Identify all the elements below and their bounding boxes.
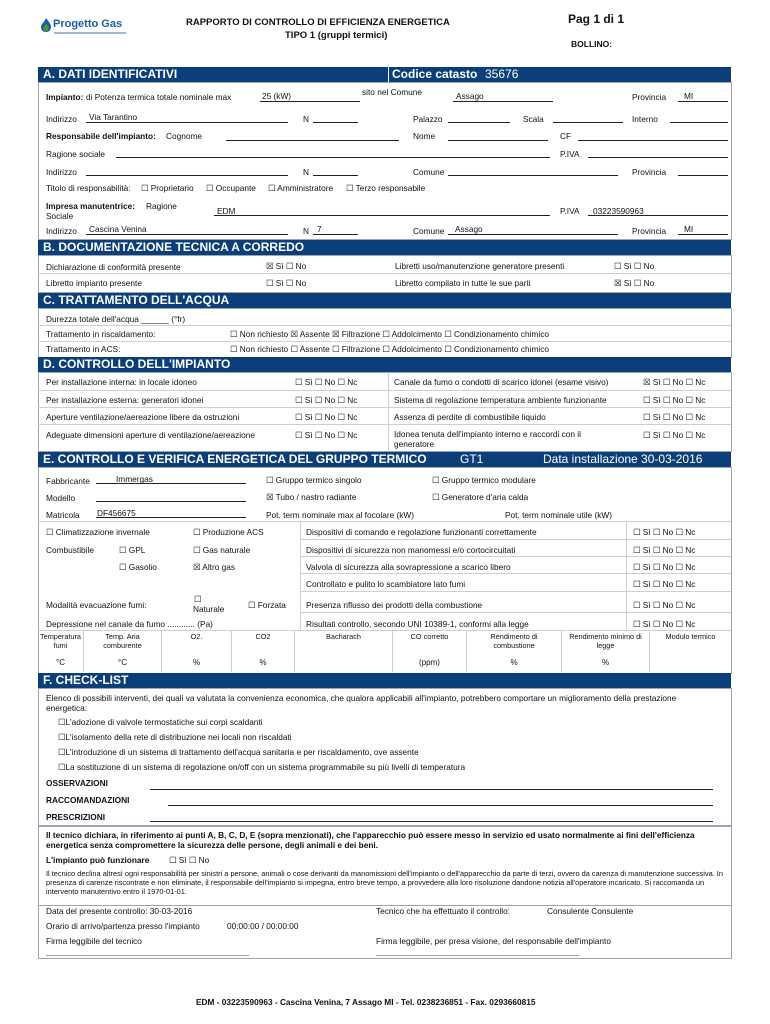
check-riflusso-opts[interactable]: ☐ Sì ☐ No ☐ Nc: [633, 600, 696, 610]
funzionare-opts[interactable]: ☐ Sì ☐ No: [169, 855, 210, 865]
catasto-value: 35676: [485, 67, 519, 81]
check-comando-label: Dispositivi di comando e regolazione funzionanti correttamente: [306, 527, 537, 537]
d-row1-right-opts[interactable]: ☒ Sì ☐ No ☐ Nc: [643, 377, 706, 387]
report-title: RAPPORTO DI CONTROLLO DI EFFICIENZA ENERGETICA: [186, 17, 450, 28]
indirizzo-value[interactable]: Via Tarantino: [89, 112, 138, 122]
footer-text: EDM - 03223590963 - Cascina Venina, 7 Assago MI - Tel. 0238236851 - Fax. 0293660815: [196, 997, 536, 1007]
d-row1-opts[interactable]: ☐ Sì ☐ No ☐ Nc: [295, 377, 358, 387]
n-label: N: [303, 114, 309, 124]
firma-tecnico-label: Firma leggibile del tecnico: [46, 936, 142, 946]
checklist-item-regolazione[interactable]: ☐La sostituzione di un sistema di regolazione on/off con un sistema programmabile su più livelli di temperatura: [58, 762, 466, 772]
gruppo-singolo[interactable]: ☐ Gruppo termico singolo: [266, 475, 362, 485]
d-row3-opts[interactable]: ☐ Sì ☐ No ☐ Nc: [295, 412, 358, 422]
durezza-label: Durezza totale dell'acqua ______ (°fr): [46, 314, 186, 324]
table-unit-cell[interactable]: (ppm): [419, 658, 440, 667]
gruppo-modulare[interactable]: ☐ Gruppo termico modulare: [432, 475, 536, 485]
comune2-label: Comune: [413, 167, 445, 177]
impianto-text: di Potenza termica totale nominale max: [86, 92, 232, 102]
table-header-cell: Rendimento minimo di legge: [569, 632, 642, 650]
section-e-header: [38, 452, 731, 467]
table-header-cell: O2.: [190, 632, 203, 641]
d-row4-right: Idonea tenuta dell'impianto interno e raccordi con il generatore: [394, 429, 581, 449]
produzione-acs[interactable]: ☐ Produzione ACS: [193, 527, 264, 537]
impresa-sociale-label: Sociale: [46, 211, 74, 221]
checklist-item-valvole[interactable]: ☐L'adozione di valvole termostatiche sui corpi scaldanti: [58, 717, 263, 727]
b-r1-right: Libretti uso/manutenzione generatore presenti: [395, 261, 565, 271]
evacuazione-label: Modalità evacuazione fumi:: [46, 600, 147, 610]
check-scambiatore-opts[interactable]: ☐ Sì ☐ No ☐ Nc: [633, 579, 696, 589]
section-f-header: [38, 673, 731, 688]
catasto-label: Codice catasto: [392, 67, 478, 81]
indirizzo3-value[interactable]: Cascina Venina: [89, 224, 147, 234]
scala-label: Scala: [523, 114, 544, 124]
d-row4-label: Adeguate dimensioni aperture di ventilazione/aereazione: [46, 430, 255, 440]
funzionare-label: L'impianto può funzionare: [46, 855, 150, 865]
check-sicurezza-label: Dispositivi di sicurezza non manomessi e/o cortocircuitati: [306, 545, 516, 555]
indirizzo3-label: Indirizzo: [46, 226, 77, 236]
pot-utile: Pot. term nominale utile (kW): [505, 510, 612, 520]
b-r1-right-opts[interactable]: ☐ Sì ☐ No: [614, 261, 655, 271]
naturale-label: Naturale: [193, 604, 225, 614]
table-unit-cell[interactable]: °C: [118, 658, 127, 667]
table-header-cell: Rendimento di combustione: [490, 632, 538, 650]
table-column: [231, 630, 294, 672]
section-a-frame: [38, 82, 732, 240]
section-b-header: [38, 240, 731, 255]
d-row3-label: Aperture ventilazione/aereazione libere da ostruzioni: [46, 412, 240, 422]
table-unit-cell[interactable]: %: [510, 658, 518, 667]
generatore-aria[interactable]: ☐ Generatore d'aria calda: [432, 492, 529, 502]
check-sicurezza-opts[interactable]: ☐ Sì ☐ No ☐ Nc: [633, 545, 696, 555]
interno-label: Interno: [632, 114, 658, 124]
cognome-label: Cognome: [166, 131, 202, 141]
n2-label: N: [303, 167, 309, 177]
gas-naturale[interactable]: ☐ Gas naturale: [193, 545, 251, 555]
check-scambiatore-label: Controllato e pulito lo scambiatore lato fumi: [306, 579, 466, 589]
section-e-data-installazione: Data installazione 30-03-2016: [543, 452, 703, 466]
indirizzo-label: Indirizzo: [46, 114, 77, 124]
indirizzo2-label: Indirizzo: [46, 167, 77, 177]
naturale-checkbox[interactable]: ☐: [194, 594, 202, 604]
orario-label: Orario di arrivo/partenza presso l'impianto: [46, 921, 200, 931]
matricola-label: Matricola: [46, 510, 80, 520]
fabbricante-value[interactable]: Immergas: [116, 474, 153, 484]
combustibile-label: Combustibile: [46, 545, 94, 555]
b-r1-left-opts[interactable]: ☒ Sì ☐ No: [266, 261, 307, 271]
table-header-cell: CO corretto: [410, 632, 449, 641]
logo-text: Progetto Gas: [53, 18, 123, 30]
b-r2-right: Libretto compilato in tutte le sue parti: [395, 278, 531, 288]
d-row3-right: Assenza di perdite di combustibile liquido: [394, 412, 546, 422]
table-unit-cell[interactable]: %: [259, 658, 267, 667]
b-r2-left-opts[interactable]: ☐ Sì ☐ No: [266, 278, 307, 288]
page-number: Pag 1 di 1: [568, 12, 625, 26]
orario-value: 00:00:00 / 00:00:00: [227, 921, 299, 931]
gpl[interactable]: ☐ GPL: [119, 545, 146, 555]
piva-label: P.IVA: [560, 149, 580, 159]
impresa-name[interactable]: EDM: [217, 206, 236, 216]
impresa-label: Impresa manutentrice:: [46, 201, 135, 211]
altro-gas[interactable]: ☒ Altro gas: [193, 562, 236, 572]
modello-label: Modello: [46, 493, 76, 503]
declina-text: Il tecnico declina altresì ogni responsabilità per sinistri a persone, animali o cose derivanti da manomissioni dell'impianto o dell'apparecchio da parte di terzi, ovvero da carenza di manutenzione successiva. In presenza di carenze riscontrate e non eliminate, il responsabile dell'impianto si impegna, entro breve tempo, a provvedere alla loro risoluzione dandone notizia all'operatore incaricato. Si raccomanda un intervento manutentivo entro il 1970-01-01.: [46, 869, 723, 896]
c-r2-opts[interactable]: ☐ Non richiesto ☐ Assente ☐ Filtrazione ☐ Addolcimento ☐ Condizionamento chimico: [230, 344, 549, 354]
logo-tagline-line: [54, 32, 126, 34]
d-row3-right-opts[interactable]: ☐ Sì ☐ No ☐ Nc: [643, 412, 706, 422]
section-e-gt: GT1: [460, 452, 484, 466]
table-header-cell: CO2: [255, 632, 271, 641]
table-unit-cell[interactable]: %: [192, 658, 201, 667]
c-r1-label: Trattamento in riscaldamento:: [46, 329, 156, 339]
section-c-title: C. TRATTAMENTO DELL'ACQUA: [43, 293, 230, 307]
d-row4-opts[interactable]: ☐ Sì ☐ No ☐ Nc: [295, 430, 358, 440]
depressione-label: Depressione nel canale da fumo ............ (Pa): [46, 619, 213, 629]
table-header-cell: Temp. Aria comburente: [103, 632, 142, 650]
report-subtitle: TIPO 1 (gruppi termici): [285, 30, 388, 41]
checklist-item-isolamento[interactable]: ☐L'isolamento della rete di distribuzione nei locali non riscaldati: [58, 732, 292, 742]
comune3-label: Comune: [413, 226, 445, 236]
pot-focolare: Pot. term nominale max al focolare (kW): [266, 510, 415, 520]
titolo-label: Titolo di responsabilità:: [46, 183, 131, 193]
forzata[interactable]: ☐ Forzata: [248, 600, 286, 610]
osservazioni-label: OSSERVAZIONI: [46, 778, 108, 788]
table-column: [561, 630, 649, 672]
table-column: [649, 630, 731, 672]
b-r2-right-opts[interactable]: ☒ Sì ☐ No: [614, 278, 655, 288]
flame-icon: [40, 18, 52, 32]
provincia3-value[interactable]: MI: [684, 224, 694, 234]
provincia-label: Provincia: [632, 92, 667, 102]
table-unit-cell[interactable]: %: [601, 658, 610, 667]
table-column: [392, 630, 466, 672]
d-row1-label: Per installazione interna: in locale idoneo: [46, 377, 197, 387]
check-comando-opts[interactable]: ☐ Sì ☐ No ☐ Nc: [633, 527, 696, 537]
check-valvola-opts[interactable]: ☐ Sì ☐ No ☐ Nc: [633, 562, 696, 572]
combustion-table: [38, 630, 731, 672]
provincia-value[interactable]: MI: [684, 91, 694, 101]
d-row2-right-opts[interactable]: ☐ Sì ☐ No ☐ Nc: [643, 395, 706, 405]
impresa-ragione-label: Ragione: [146, 201, 177, 211]
section-a-title: A. DATI IDENTIFICATIVI: [43, 67, 178, 81]
table-column: [294, 630, 392, 672]
table-column: [161, 630, 231, 672]
table-header-cell: Temperatura fumi: [40, 632, 81, 650]
responsabile-label: Responsabile dell'impianto:: [46, 131, 156, 141]
climatizzazione[interactable]: ☐ Climatizzazione invernale: [46, 527, 150, 537]
provincia3-label: Provincia: [632, 226, 667, 236]
check-valvola-label: Valvola di sicurezza alla sovrapressione a scarico libero: [306, 562, 511, 572]
n3-value[interactable]: 7: [317, 224, 322, 234]
check-risultati-label: Risultati controllo, secondo UNI 10389-1, conformi alla legge: [306, 619, 529, 629]
prescrizioni-label: PRESCRIZIONI: [46, 812, 106, 822]
impianto-label: Impianto:: [46, 92, 84, 102]
dichiarazione-text: Il tecnico dichiara, in riferimento ai punti A, B, C, D, E (sopra menzionati), che l'apparecchio può essere messo in servizio ed usato normalmente ai fini dell'efficienza energetica senza compromettere la sicurezza delle persone, degli animali e dei beni.: [46, 830, 695, 850]
matricola-value[interactable]: DF456675: [97, 508, 136, 518]
section-d-title: D. CONTROLLO DELL'IMPIANTO: [43, 357, 231, 371]
potenza-value[interactable]: 25 (kW): [262, 91, 292, 101]
tecnico-value: Consulente Consulente: [547, 906, 634, 916]
b-r1-left: Dichiarazione di conformità presente: [46, 262, 181, 272]
table-header-cell: Modulo termico: [665, 632, 716, 641]
table-unit-cell[interactable]: °C: [56, 658, 65, 667]
fabbricante-label: Fabbricante: [46, 476, 90, 486]
firma-resp-line[interactable]: ____________________________________________: [376, 946, 580, 956]
section-e-title: E. CONTROLLO E VERIFICA ENERGETICA DEL GRUPPO TERMICO: [43, 452, 427, 466]
section-d-header: [38, 357, 731, 372]
checklist-item-trattamento[interactable]: ☐L'introduzione di un sistema di trattamento dell'acqua sanitaria e per riscaldamento, ove assente: [58, 747, 419, 757]
titolo-opt-occupante[interactable]: ☐ Occupante: [206, 183, 256, 193]
d-row1-right: Canale da fumo o condotti di scarico idonei (esame visivo): [394, 377, 609, 387]
titolo-opt-proprietario[interactable]: ☐ Proprietario: [141, 183, 194, 193]
tecnico-label: Tecnico che ha effettuato il controllo:: [376, 906, 511, 916]
company-logo: [40, 14, 140, 38]
n3-label: N: [303, 226, 309, 236]
bollino-label: BOLLINO:: [571, 39, 613, 49]
check-risultati-opts[interactable]: ☐ Sì ☐ No ☐ Nc: [633, 619, 696, 629]
c-r1-opts[interactable]: ☐ Non richiesto ☒ Assente ☒ Filtrazione ☐ Addolcimento ☐ Condizionamento chimico: [230, 329, 549, 339]
table-header-cell: Bacharach: [326, 632, 361, 641]
firma-resp-label: Firma leggibile, per presa visione, del responsabile dell'impianto: [376, 936, 611, 946]
firma-tecnico-line[interactable]: ____________________________________________: [46, 946, 250, 956]
table-column: [83, 630, 161, 672]
provincia2-label: Provincia: [632, 167, 667, 177]
titolo-opt-amministratore[interactable]: ☐ Amministratore: [268, 183, 334, 193]
d-row4-right-opts[interactable]: ☐ Sì ☐ No ☐ Nc: [643, 430, 706, 440]
sito-label: sito nel Comune: [362, 87, 422, 97]
palazzo-label: Palazzo: [413, 114, 443, 124]
piva2-value[interactable]: 03223590963: [593, 206, 644, 216]
d-row2-opts[interactable]: ☐ Sì ☐ No ☐ Nc: [295, 395, 358, 405]
ragione-sociale-label: Ragione sociale: [46, 149, 106, 159]
section-b-title: B. DOCUMENTAZIONE TECNICA A CORREDO: [43, 240, 305, 254]
comune3-value[interactable]: Assago: [455, 224, 483, 234]
table-column: [466, 630, 561, 672]
c-r2-label: Trattamento in ACS:: [46, 344, 121, 354]
cf-label: CF: [560, 131, 572, 141]
section-f-title: F. CHECK-LIST: [43, 673, 129, 687]
nome-label: Nome: [413, 131, 436, 141]
tubo-radiante[interactable]: ☒ Tubo / nastro radiante: [266, 492, 357, 502]
checklist-intro: Elenco di possibili interventi, dei quali va valutata la convenienza economica, che qualora applicabili all'impianto, potrebbero comportare un miglioramento della prestazione energetica:: [46, 693, 677, 713]
section-c-header: [38, 293, 731, 308]
comune-value[interactable]: Assago: [456, 91, 484, 101]
data-controllo: Data del presente controllo: 30-03-2016: [46, 906, 193, 916]
section-a-header: [38, 67, 731, 82]
raccomandazioni-label: RACCOMANDAZIONI: [46, 795, 130, 805]
check-riflusso-label: Presenza riflusso dei prodotti della combustione: [306, 600, 483, 610]
b-r2-left: Libretto impianto presente: [46, 278, 142, 288]
d-row2-right: Sistema di regolazione temperatura ambiente funzionante: [394, 395, 607, 405]
gasolio[interactable]: ☐ Gasolio: [119, 562, 157, 572]
table-column: [38, 630, 83, 672]
piva2-label: P.IVA: [560, 206, 580, 216]
titolo-opt-terzo[interactable]: ☐ Terzo responsabile: [346, 183, 426, 193]
d-row2-label: Per installazione esterna: generatori idonei: [46, 395, 204, 405]
